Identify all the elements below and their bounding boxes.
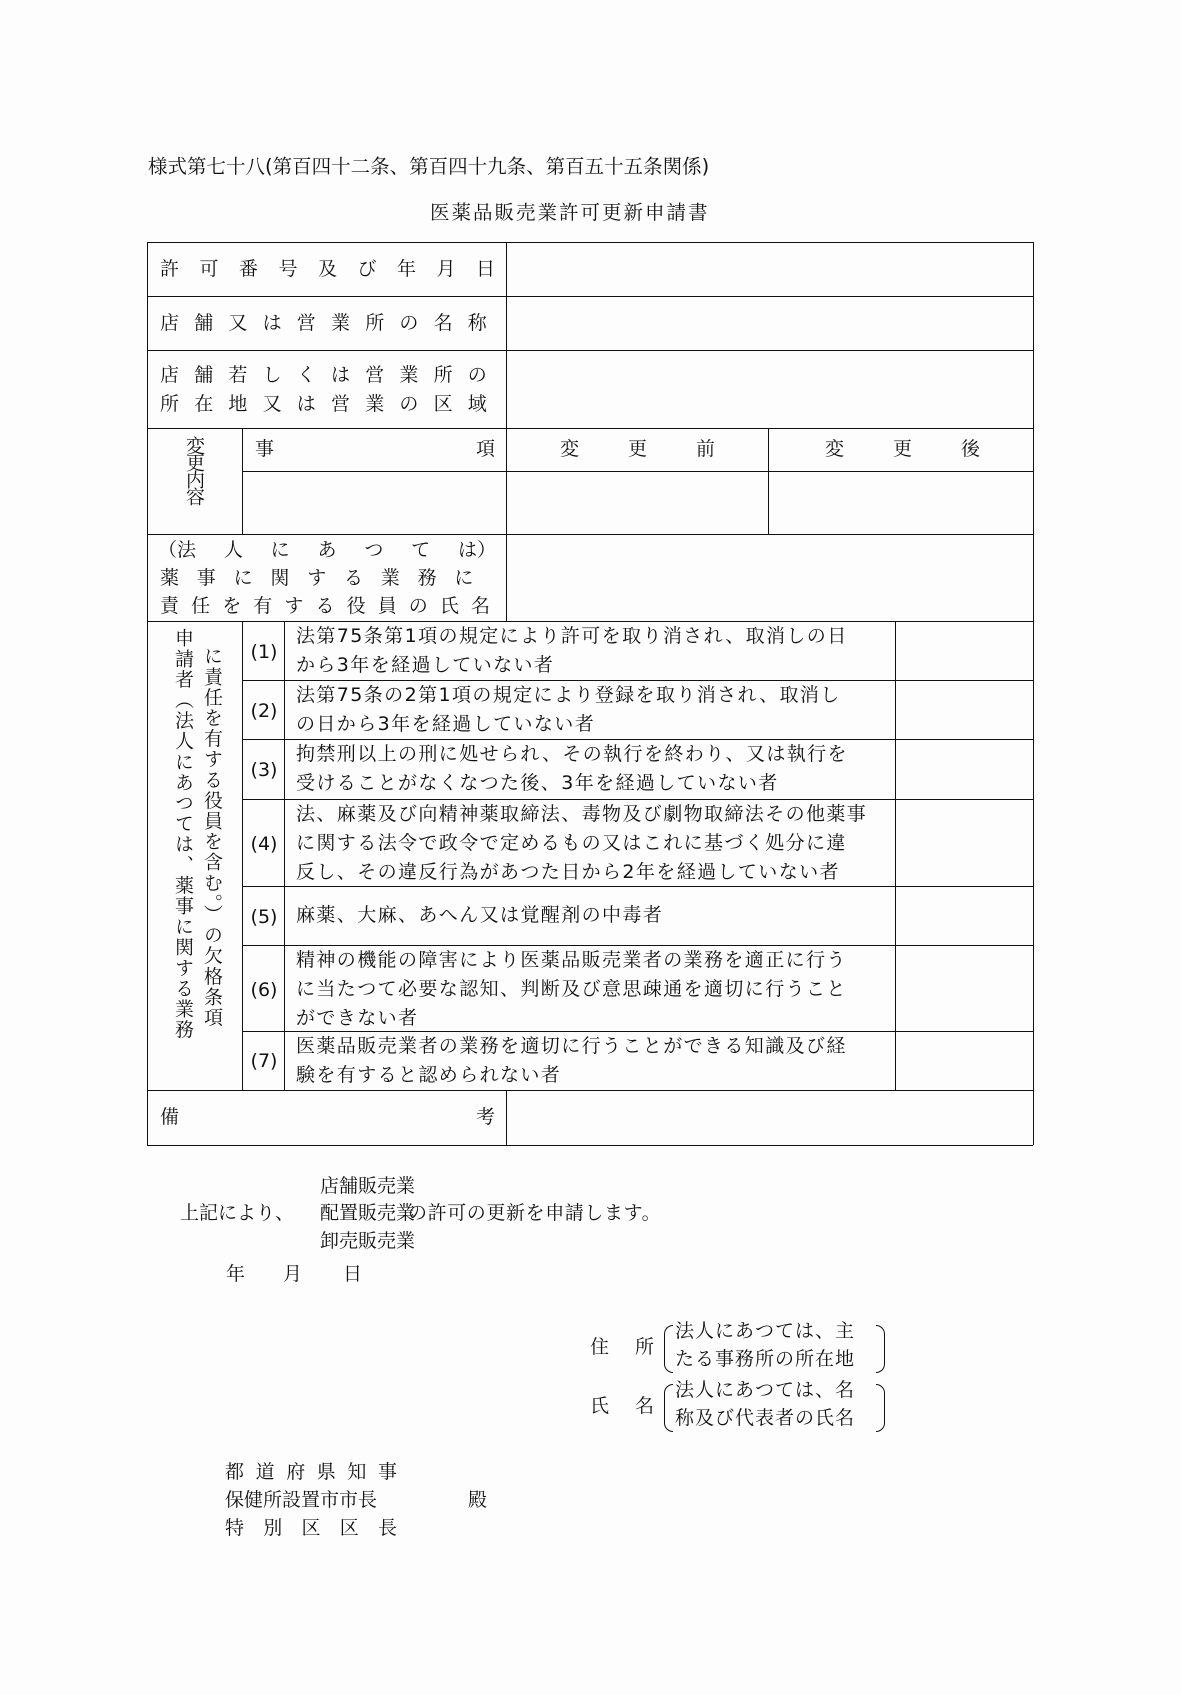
item-3-number: (3): [250, 759, 278, 781]
change-before-field[interactable]: [508, 473, 767, 533]
item-4-text: 法、麻薬及び向精神薬取締法、毒物及び劇物取締法その他薬事 に関する法令で政令で定めるもの又はこれに基づく処分に違 反し、その違反行為があつた日から2年を経過していない者: [296, 803, 868, 883]
document-title: 医薬品販売業許可更新申請書: [430, 201, 710, 224]
declaration-prefix: 上記により、: [180, 1202, 295, 1224]
business-type-option-household[interactable]: 配置販売業: [320, 1202, 416, 1224]
remarks-field[interactable]: [508, 1092, 1031, 1144]
item-5-text: 麻薬、大麻、あへん又は覚醒剤の中毒者: [296, 904, 664, 926]
officer-name-field[interactable]: [508, 536, 1031, 620]
label-license-number-date: 許可番号及び年月日: [160, 258, 516, 280]
item-2-number: (2): [250, 700, 278, 722]
item-2-text: 法第75条の2第1項の規定により登録を取り消され、取消し の日から3年を経過していない者: [296, 684, 841, 735]
store-location-field[interactable]: [508, 352, 1031, 427]
name-bracket-close: [876, 1384, 885, 1432]
business-type-option-store[interactable]: 店舗販売業: [320, 1175, 416, 1197]
label-officer-line2: 薬事に関する業務に: [160, 567, 492, 589]
item-4-answer[interactable]: [897, 801, 1031, 885]
label-change-content: 変更内容: [183, 436, 205, 504]
store-name-field[interactable]: [508, 298, 1031, 349]
change-item-field[interactable]: [244, 473, 505, 533]
address-bracket-open: [664, 1325, 673, 1373]
item-7-text: 医薬品販売業者の業務を適切に行うことができる知識及び経 験を有すると認められない者: [296, 1035, 847, 1086]
change-after-field[interactable]: [770, 473, 1031, 533]
label-store-location-2: 所在地又は営業の区域: [160, 393, 503, 415]
item-5-number: (5): [250, 906, 278, 928]
item-2-answer[interactable]: [897, 682, 1031, 738]
item-3-answer[interactable]: [897, 741, 1031, 798]
header-change-before: 変 更 前: [560, 438, 715, 460]
label-officer-line3: 責任を有する役員の氏名: [160, 595, 503, 617]
item-7-number: (7): [250, 1050, 278, 1072]
item-5-answer[interactable]: [897, 888, 1031, 944]
declaration-suffix: の許可の更新を申請します。: [408, 1202, 662, 1224]
license-number-date-field[interactable]: [508, 244, 1031, 295]
header-change-item: 事 項: [255, 438, 495, 460]
form-reference: 様式第七十八(第百四十二条、第百四十九条、第百五十五条関係): [148, 155, 710, 178]
addressee-governor: 都 道 府 県 知 事: [225, 1461, 397, 1483]
label-remarks: 備 考: [160, 1106, 495, 1128]
label-store-location-1: 店舗若しくは営業所の: [160, 364, 503, 386]
item-1-text: 法第75条第1項の規定により許可を取り消され、取消しの日 から3年を経過していない者: [296, 625, 848, 676]
item-6-text: 精神の機能の障害により医薬品販売業者の業務を適正に行う に当たつて必要な認知、判断及び意思疎通を適切に行うこと ができない者: [296, 949, 847, 1029]
address-bracket-close: [876, 1325, 885, 1373]
name-bracket-open: [664, 1384, 673, 1432]
header-change-after: 変 更 後: [825, 438, 980, 460]
item-4-number: (4): [250, 833, 278, 855]
item-3-text: 拘禁刑以上の刑に処せられ、その執行を終わり、又は執行を 受けることがなくなつた後、3年を経過していない者: [296, 743, 848, 794]
item-1-answer[interactable]: [897, 623, 1031, 679]
label-officer-line1: （法 人 に あ つ て は）: [158, 539, 496, 561]
honorific: 殿: [468, 1489, 488, 1511]
label-store-name: 店舗又は営業所の名称: [160, 312, 503, 334]
item-7-answer[interactable]: [897, 1033, 1031, 1089]
addressee-mayor: 保健所設置市市長: [225, 1489, 378, 1511]
item-6-answer[interactable]: [897, 947, 1031, 1030]
business-type-option-wholesale[interactable]: 卸売販売業: [320, 1230, 416, 1252]
item-1-number: (1): [250, 641, 278, 663]
addressee-ward-mayor: 特 別 区 区 長: [225, 1517, 397, 1539]
item-6-number: (6): [250, 979, 278, 1001]
